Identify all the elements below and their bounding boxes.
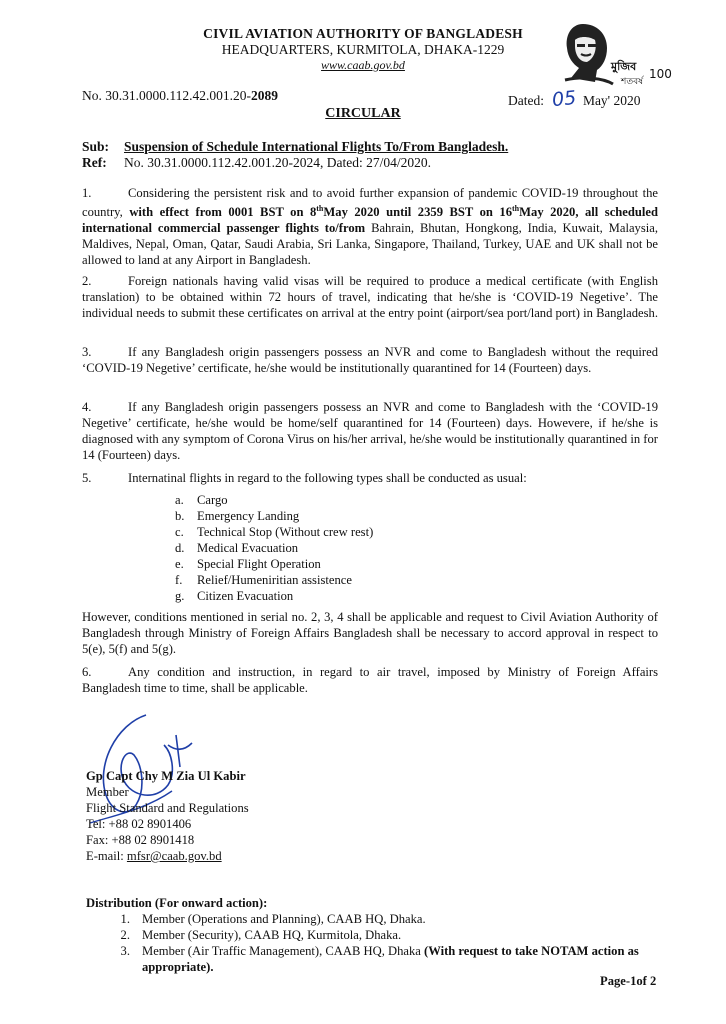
paragraph-1: 1. Considering the persistent risk and to avoid further expansion of pandemic COVID-19 throughout the country, with effect from 0001 BST on 8thMay 2020 until 2359 BST on 16thMay 2020, all scheduled international commercial passenger flights to/from Bahrain, Bhutan, Hongkong, India, Kuwait, Malaysia, Maldives, Nepal, Oman, Qatar, Saudi Arabia, Sri Lanka, Singapore, Thailand, Turkey, UAE and UK shall not be allowed to land at any Airport in Bangladesh. [82,186,658,268]
email-link[interactable]: mfsr@caab.gov.bd [126,849,222,863]
handwritten-day: 05 [551,86,578,112]
list-item: b. Emergency Landing [175,509,300,523]
page-number: Page-1of 2 [600,974,657,988]
list-item: e. Special Flight Operation [175,557,321,571]
signatory-email: E-mail: mfsr@caab.gov.bd [86,849,222,863]
page-title: CIRCULAR [325,106,401,121]
list-item: d. Medical Evacuation [175,541,299,555]
distribution-block [86,895,666,975]
list-item: g. Citizen Evacuation [175,589,294,603]
org-name: CIVIL AVIATION AUTHORITY OF BANGLADESH [203,26,523,41]
org-website-link[interactable]: www.caab.gov.bd [321,58,405,72]
reference-line: Ref: No. 30.31.0000.112.42.001.20-2024, Dated: 27/04/2020. [82,155,431,170]
paragraph-4: 4. If any Bangladesh origin passengers possess an NVR and come to Bangladesh with the ‘COVID-19 Negetive’ certificate, he/she would be home/self quarantined for 14 (Fourteen) days. Howevere, if he/she is diagnosed with any symptom of Corona Virus on his/her arrival, he/she would be institutionally quarantined in for 14 (Fourteen) days. [82,400,658,462]
circular-number: No. 30.31.0000.112.42.001.20-2089 [82,88,278,103]
svg-text:শতবর্ষ: শতবর্ষ [621,77,644,87]
distribution-title: Distribution (For onward action): [86,896,268,910]
paragraph-5: 5. Internatinal flights in regard to the following types shall be conducted as usual: [82,471,527,485]
portrait-logo-icon [553,18,673,90]
list-item: 1. Member (Operations and Planning), CAAB HQ, Dhaka. [120,912,426,926]
signatory-block [86,768,249,864]
paragraph-2: 2. Foreign nationals having valid visas will be required to produce a medical certificate (with English translation) to be obtained within 72 hours of travel, indicating that he/she is ‘COVID-19 Negetive’. The individual needs to submit these certificates on arrival at the entry point (airport/sea port/land port) in Bangladesh. [82,274,658,320]
paragraph-6: 6. Any condition and instruction, in regard to air travel, imposed by Ministry of Foreign Affairs Bangladesh time to time, shall be applicable. [82,665,658,695]
signatory-role: Member [86,785,129,799]
mujib-100-logo [553,18,673,90]
signatory-dept: Flight Standard and Regulations [86,801,249,815]
list-item: 3. Member (Air Traffic Management), CAAB HQ, Dhaka (With request to take NOTAM action as appropriate). [120,944,639,974]
flight-types-list [175,492,373,604]
conditions-note: However, conditions mentioned in serial no. 2, 3, 4 shall be applicable and request to Civil Aviation Authority of Bangladesh through Ministry of Foreign Affairs Bangladesh shall be necessary to accord approval in respect to 5(e), 5(f) and 5(g). [82,610,658,656]
svg-text:100: 100 [649,67,672,81]
list-item: f. Relief/Humeniritian assistence [175,573,352,587]
list-item: 2. Member (Security), CAAB HQ, Kurmitola, Dhaka. [120,928,402,942]
list-item: c. Technical Stop (Without crew rest) [175,525,374,539]
list-item: a. Cargo [175,493,228,507]
signatory-fax: Fax: +88 02 8901418 [86,833,195,847]
paragraph-3: 3. If any Bangladesh origin passengers possess an NVR and come to Bangladesh without the required ‘COVID-19 Negetive’ certificate, he/she would be institutionally quarantined for 14 (Fourteen) days. [82,345,658,375]
signatory-name: Gp Capt Chy M Zia Ul Kabir [86,769,246,783]
circular-date: Dated: 05 May' 2020 [508,86,641,112]
svg-text:মুজিব: মুজিব [611,60,637,73]
subject-line: Sub: Suspension of Schedule International Flights To/From Bangladesh. [82,139,509,154]
org-address: HEADQUARTERS, KURMITOLA, DHAKA-1229 [221,42,505,57]
signatory-tel: Tel: +88 02 8901406 [86,817,192,831]
